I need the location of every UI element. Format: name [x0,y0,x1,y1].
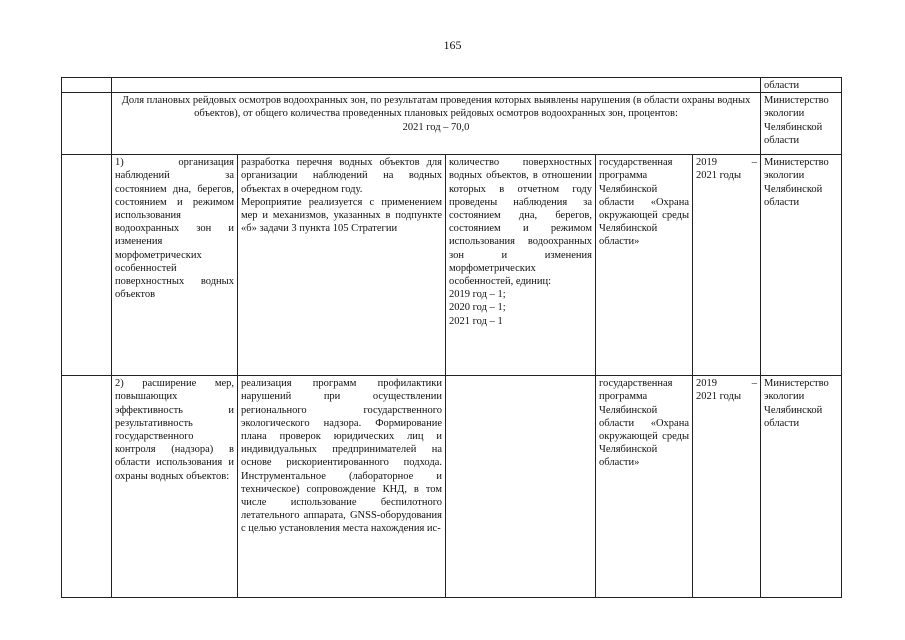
indicator-header-cell [112,93,761,155]
table-row-indicator-header [62,93,842,155]
responsible-cell: области [761,78,842,93]
program-cell: государственная программа Челябинской области «Охрана окружающей среды Челябинской области» [596,376,693,598]
period-dash: – [751,157,758,169]
period-cell [693,376,761,598]
indicator-value: 2020 год – 1; [449,302,506,314]
period-start: 2019 [696,157,717,169]
program-cell: государственная программа Челябинской области «Охрана окружающей среды Челябинской области» [596,155,693,376]
responsible-cell: Министерство экологии Челябинской области [761,376,842,598]
task-cell: 2) расширение мер, повышающих эффективность и результативность государственного контроля (надзора) в области использования и охраны водных объектов: [112,376,238,598]
indicator-value: 2019 год – 1; [449,289,506,301]
table-cell-empty [62,155,112,376]
indicator-header-target: 2021 год – 70,0 [402,121,470,133]
period-start-line [696,156,757,169]
responsible-cell: Министерство экологии Челябинской области [761,155,842,376]
measure-cell: реализация программ профилактики нарушений при осуществлении регионального государственного экологического надзора. Формирование плана проверок юридических лиц и индивидуальных предпринимателей на основе рискориентированного подхода. Инструментальное (лабораторное и техническое) сопровождение КНД, в том числе использование беспилотного летательного аппарата, GNSS-оборудования с целью установления места нахождения ис- [238,376,446,598]
period-start: 2019 [696,378,717,390]
period-end: 2021 годы [696,391,742,403]
indicator-header-text: Доля плановых рейдовых осмотров водоохранных зон, по результатам проведения которых выявлены нарушения (в области охраны водных объектов), от общего количества проведенных плановых рейдовых осмотров водоохранных зон, процентов: [121,95,751,120]
task-cell: 1) организация наблюдений за состоянием дна, берегов, состоянием и режимом использования водоохранных зон и изменения морфометрических особенностей поверхностных водных объектов [112,155,238,376]
responsible-cell: Министерство экологии Челябинской области [761,93,842,155]
table-cell-empty [62,78,112,93]
period-dash: – [751,378,758,390]
indicator-cell [446,155,596,376]
period-cell [693,155,761,376]
table-cell-empty [62,93,112,155]
page-number: 165 [443,38,462,52]
indicator-value: 2021 год – 1 [449,315,503,327]
measure-paragraph: Мероприятие реализуется с применением мер и механизмов, указанных в подпункте «б» задачи 3 пункта 105 Стратегии [241,196,442,235]
measure-cell [238,155,446,376]
table-row [62,155,842,376]
table-cell-empty [112,78,761,93]
indicator-cell [446,376,596,598]
strategy-measures-table [61,77,842,598]
period-end: 2021 годы [696,170,742,182]
period-start-line [696,377,757,390]
table-cell-empty [62,376,112,598]
indicator-text: количество поверхностных водных объектов, в отношении которых в отчетном году проведены наблюдения за состоянием дна, берегов, состоянием и режимом использования водоохранных зон и изменения морфометрических особенностей, единиц: [449,157,592,288]
table-row-continuation [62,78,842,93]
measure-paragraph: разработка перечня водных объектов для организации наблюдений на водных объектах в очередном году. [241,157,442,195]
table-row [62,376,842,598]
